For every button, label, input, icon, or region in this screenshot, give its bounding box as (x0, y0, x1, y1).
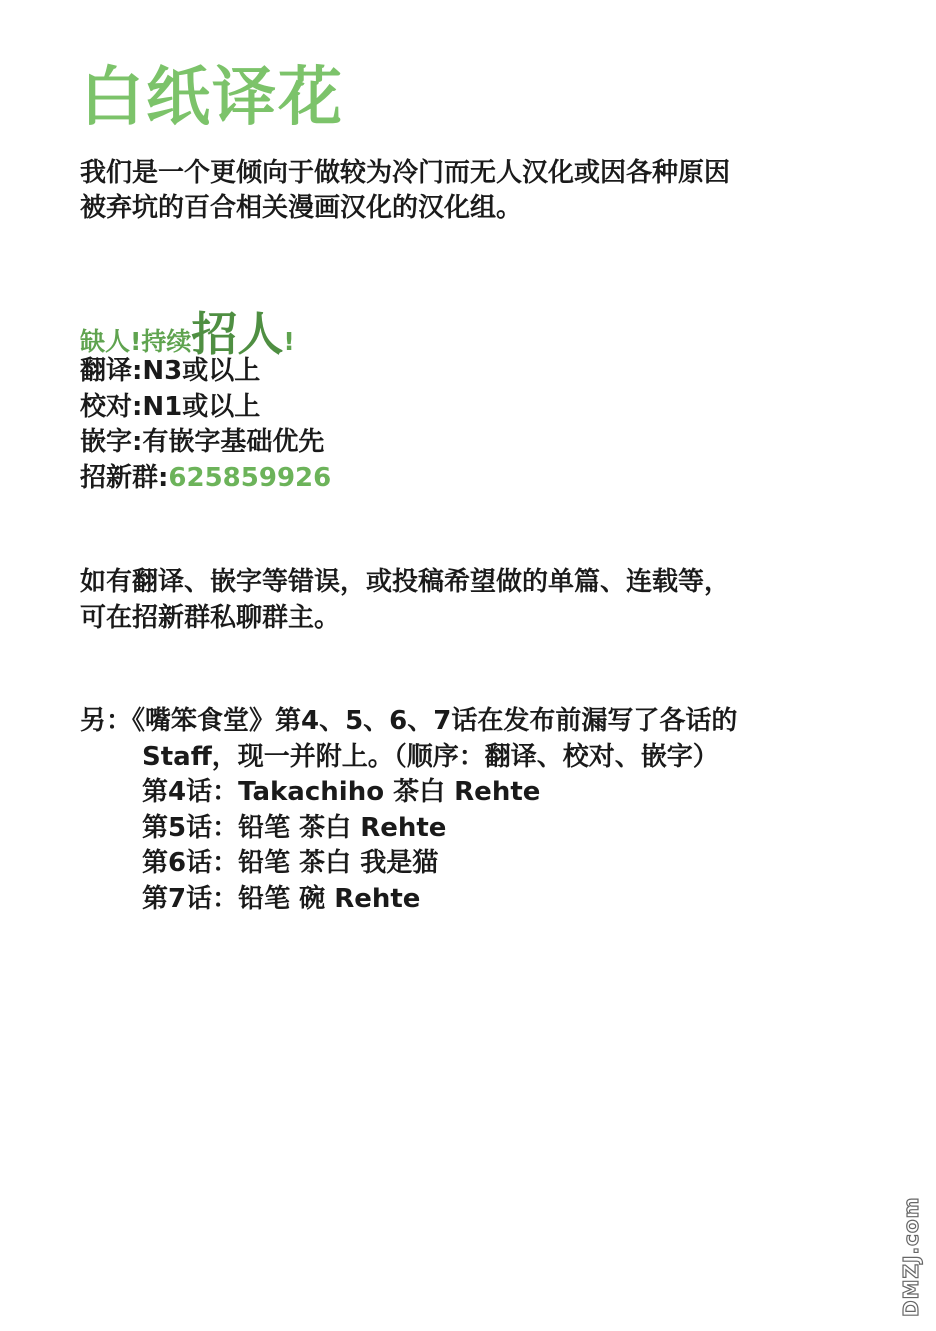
intro-paragraph (80, 156, 860, 226)
chapter-staff-7: 第7话：铅笔 碗 Rehte (142, 883, 421, 914)
group-label: 招新群: (80, 462, 169, 493)
role-row-proofreading (80, 390, 331, 426)
recruit-prefix: 缺人!持续 (80, 327, 192, 356)
intro-line: 我们是一个更倾向于做较为冷门而无人汉化或因各种原因 (80, 158, 731, 188)
recruit-emphasis: 招人 (191, 307, 284, 361)
role-label: 翻译: (80, 356, 143, 386)
roles-list (80, 354, 331, 496)
group-number: 625859926 (168, 462, 332, 493)
staff-note (80, 704, 737, 917)
note-line: 另：《嘴笨食堂》第4、5、6、7话在发布前漏写了各话的 (80, 706, 738, 736)
recruit-group-row (80, 461, 331, 497)
note-line: Staff，现一并附上。（顺序：翻译、校对、嵌字） (142, 741, 719, 772)
chapter-staff-6: 第6话：铅笔 茶白 我是猫 (142, 848, 439, 878)
page-title: 白纸译花 (80, 61, 344, 135)
role-label: 校对: (80, 391, 143, 422)
site-watermark (898, 1196, 924, 1317)
role-row-translation (80, 354, 331, 390)
recruit-suffix: ! (283, 327, 295, 356)
role-value: 有嵌字基础优先 (142, 427, 325, 457)
chapter-staff-4: 第4话：Takachiho 茶白 Rehte (142, 777, 541, 807)
role-value: N1或以上 (142, 391, 261, 422)
role-label: 嵌字: (80, 427, 143, 457)
role-row-typesetting (80, 425, 331, 461)
chapter-staff-5: 第5话：铅笔 茶白 Rehte (142, 812, 447, 843)
contact-line: 如有翻译、嵌字等错误，或投稿希望做的单篇、连载等， (80, 567, 731, 597)
intro-line: 被弃坑的百合相关漫画汉化的汉化组。 (80, 193, 523, 223)
contact-paragraph (80, 564, 870, 636)
role-value: N3或以上 (142, 356, 261, 386)
watermark-text: DMZJ.com (899, 1196, 923, 1317)
contact-line: 可在招新群私聊群主。 (80, 603, 341, 633)
